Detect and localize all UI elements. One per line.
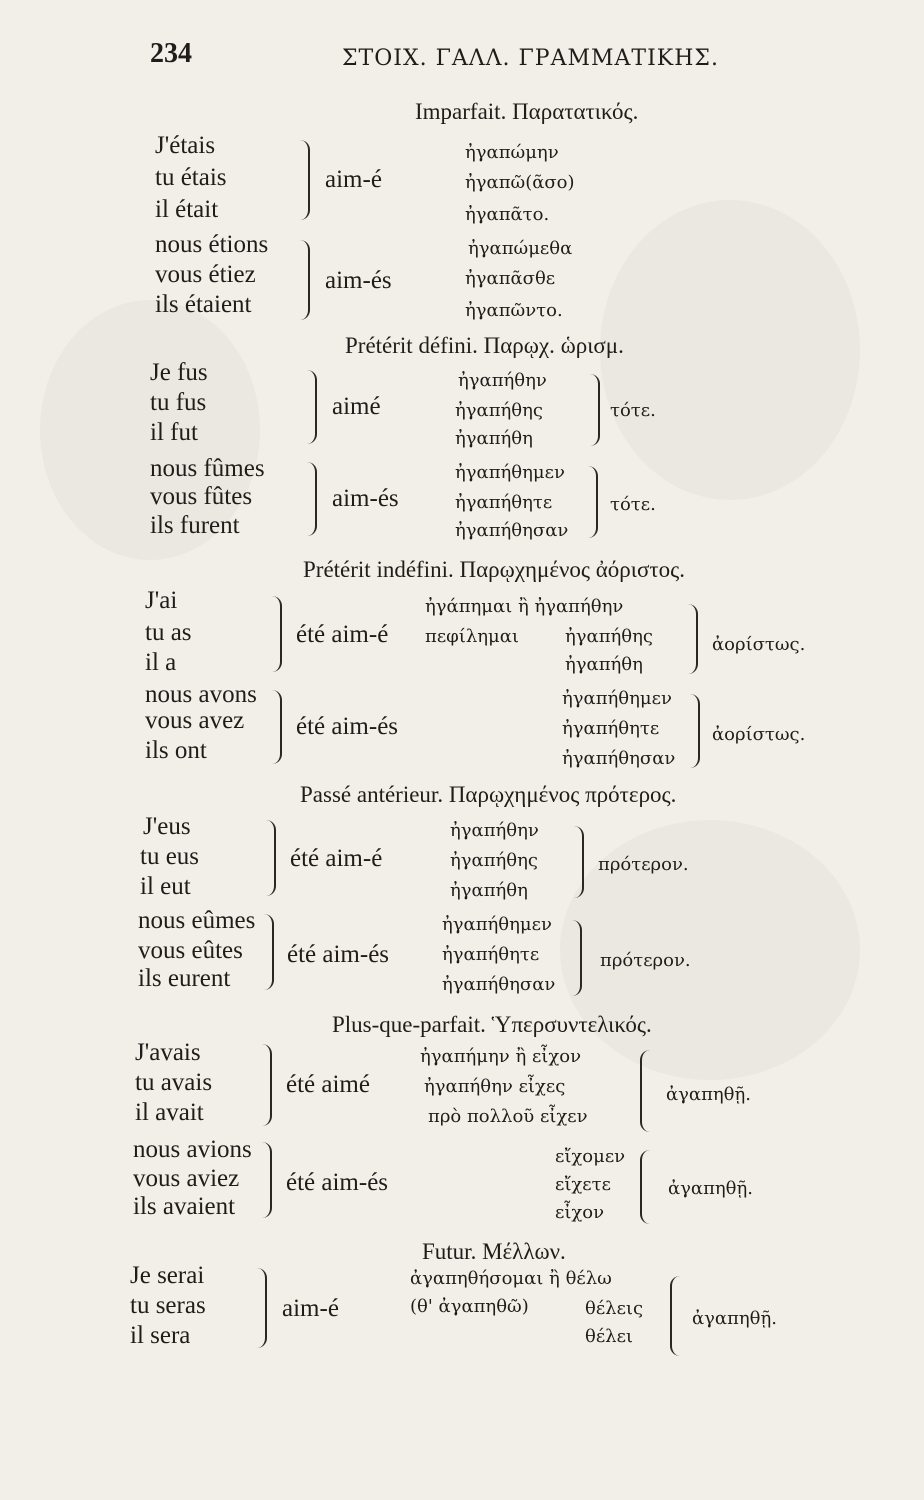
pronoun-form: tu seras [130,1292,206,1319]
greek-adverb: πρότερον. [598,854,689,875]
pronoun-form: il avait [135,1099,204,1126]
participle-stem: aimé [332,393,381,420]
greek-form: ἠγαπήθην [450,820,539,841]
greek-form: εἴχετε [555,1174,611,1195]
pronoun-form: ils étaient [155,291,252,318]
brace [640,1050,652,1132]
greek-form: ἠγαπήθησαν [455,520,569,541]
brace [262,914,274,990]
brace [298,140,310,220]
participle-stem: aim-és [332,485,399,512]
participle-stem: été aim-és [286,1169,389,1196]
pronoun-form: J'ai [145,587,178,614]
greek-adverb: ἀγαπηθῇ. [668,1178,754,1199]
greek-adverb: ἀγαπηθῇ. [666,1084,752,1105]
greek-form: θέλεις [585,1298,644,1319]
greek-form: πρὸ πολλοῦ εἶχεν [428,1106,588,1127]
brace [305,462,317,536]
section-heading-preterit-defini: Prétérit défini. Παρῳχ. ὡρισμ. [345,333,624,358]
greek-form: ἀγαπηθήσομαι ἢ θέλω [410,1268,612,1289]
greek-form: ἠγαπᾶτο. [465,204,550,225]
greek-adverb: πρότερον. [600,950,691,971]
greek-form: ἠγαπήθητε [442,944,540,965]
brace [260,1044,272,1126]
brace [270,596,282,672]
greek-form: πεφίλημαι [425,626,519,647]
pronoun-form: J'avais [135,1039,201,1066]
brace [570,920,582,996]
brace [305,370,317,444]
pronoun-form: il sera [130,1322,191,1349]
pronoun-form: tu as [145,619,192,646]
participle-stem: été aimé [286,1071,370,1098]
pronoun-form: nous avons [145,681,257,708]
pronoun-form: il a [145,649,177,676]
pronoun-form: il fut [150,419,198,446]
greek-form: ἠγαπώμην [465,142,559,163]
brace [255,1268,267,1348]
greek-form: ἠγάπημαι ἢ ἠγαπήθην [425,596,624,617]
brace [298,240,310,320]
brace [688,694,700,768]
brace [586,466,598,538]
pronoun-form: il était [155,196,219,223]
pronoun-form: nous avions [133,1136,252,1163]
pronoun-form: ils eurent [138,965,231,992]
page-number: 234 [150,38,192,69]
greek-form: ἠγαπήθη [455,428,533,449]
pronoun-form: nous fûmes [150,455,265,482]
pronoun-form: vous étiez [155,261,256,288]
participle-stem: aim-é [282,1295,339,1322]
greek-form: ἠγαπήθης [565,626,654,647]
pronoun-form: ils ont [145,737,207,764]
greek-form: ἠγαπήθης [455,400,544,421]
greek-form: ἠγαπῶ(ᾶσο) [465,172,575,193]
greek-adverb: ἀορίστως. [712,724,806,745]
brace [588,374,600,446]
section-heading-futur: Futur. Μέλλων. [422,1239,566,1264]
greek-form: ἠγαπήθη [450,880,528,901]
brace [260,1142,272,1218]
greek-adverb: τότε. [610,400,656,421]
pronoun-form: il eut [140,873,191,900]
pronoun-form: nous étions [155,231,269,258]
greek-form: ἠγαπήμην ἢ εἶχον [420,1046,582,1067]
greek-form: θέλει [585,1326,633,1347]
brace [640,1150,652,1224]
paper-stain [600,200,860,500]
greek-form: ἠγαπήθητε [455,492,553,513]
greek-form: ἠγαπήθημεν [562,688,672,709]
greek-form: ἠγαπήθης [450,850,539,871]
greek-form: εἶχον [555,1202,605,1223]
section-heading-imparfait: Imparfait. Παρατατικός. [415,99,639,124]
greek-form: ἠγαπήθητε [562,718,660,739]
pronoun-form: tu eus [140,843,200,870]
pronoun-form: nous eûmes [138,907,256,934]
participle-stem: aim-é [325,166,382,193]
section-heading-preterit-indefini: Prétérit indéfini. Παρῳχημένος ἀόριστος. [303,557,685,582]
greek-form: ἠγαπήθησαν [442,974,556,995]
pronoun-form: tu avais [135,1069,213,1096]
participle-stem: été aim-és [287,941,390,968]
greek-form: ἠγαπήθημεν [442,914,552,935]
pronoun-form: vous aviez [133,1165,240,1192]
greek-adverb: ἀορίστως. [712,634,806,655]
pronoun-form: J'eus [143,813,191,840]
section-heading-plus-que-parfait: Plus-que-parfait. Ὑπερσυντελικός. [332,1012,652,1037]
pronoun-form: vous eûtes [138,937,243,964]
participle-stem: été aim-é [296,621,389,648]
section-heading-passe-anterieur: Passé antérieur. Παρῳχημένος πρότερος. [300,782,677,807]
greek-form: ἠγαπήθημεν [455,462,565,483]
participle-stem: aim-és [325,267,392,294]
pronoun-form: J'étais [155,132,216,159]
greek-adverb: ἀγαπηθῇ. [692,1308,778,1329]
brace [686,604,698,674]
pronoun-form: ils furent [150,512,240,539]
pronoun-form: vous fûtes [150,483,253,510]
pronoun-form: ils avaient [133,1193,236,1220]
greek-form: ἠγαπήθην [458,370,547,391]
brace [270,690,282,764]
brace [572,826,584,898]
pronoun-form: tu fus [150,389,207,416]
greek-form: ἠγαπώμεθα [468,238,573,259]
running-title: ΣΤΟΙΧ. ΓΑΛΛ. ΓΡΑΜΜΑΤΙΚΗΣ. [342,46,719,71]
greek-form: εἴχομεν [555,1146,626,1167]
greek-form: ἠγαπήθη [565,654,643,675]
greek-form: ἠγαπῶντο. [465,300,563,321]
brace [670,1276,682,1356]
participle-stem: été aim-é [290,845,383,872]
brace [264,820,276,896]
greek-form: ἠγαπᾶσθε [465,268,556,289]
greek-form: ἠγαπήθησαν [562,748,676,769]
pronoun-form: Je serai [130,1262,205,1289]
greek-adverb: τότε. [610,494,656,515]
greek-form: (θ' ἀγαπηθῶ) [410,1296,529,1317]
pronoun-form: Je fus [150,359,208,386]
pronoun-form: tu étais [155,164,227,191]
greek-form: ἠγαπήθην εἶχες [424,1076,566,1097]
participle-stem: été aim-és [296,713,399,740]
pronoun-form: vous avez [145,707,245,734]
